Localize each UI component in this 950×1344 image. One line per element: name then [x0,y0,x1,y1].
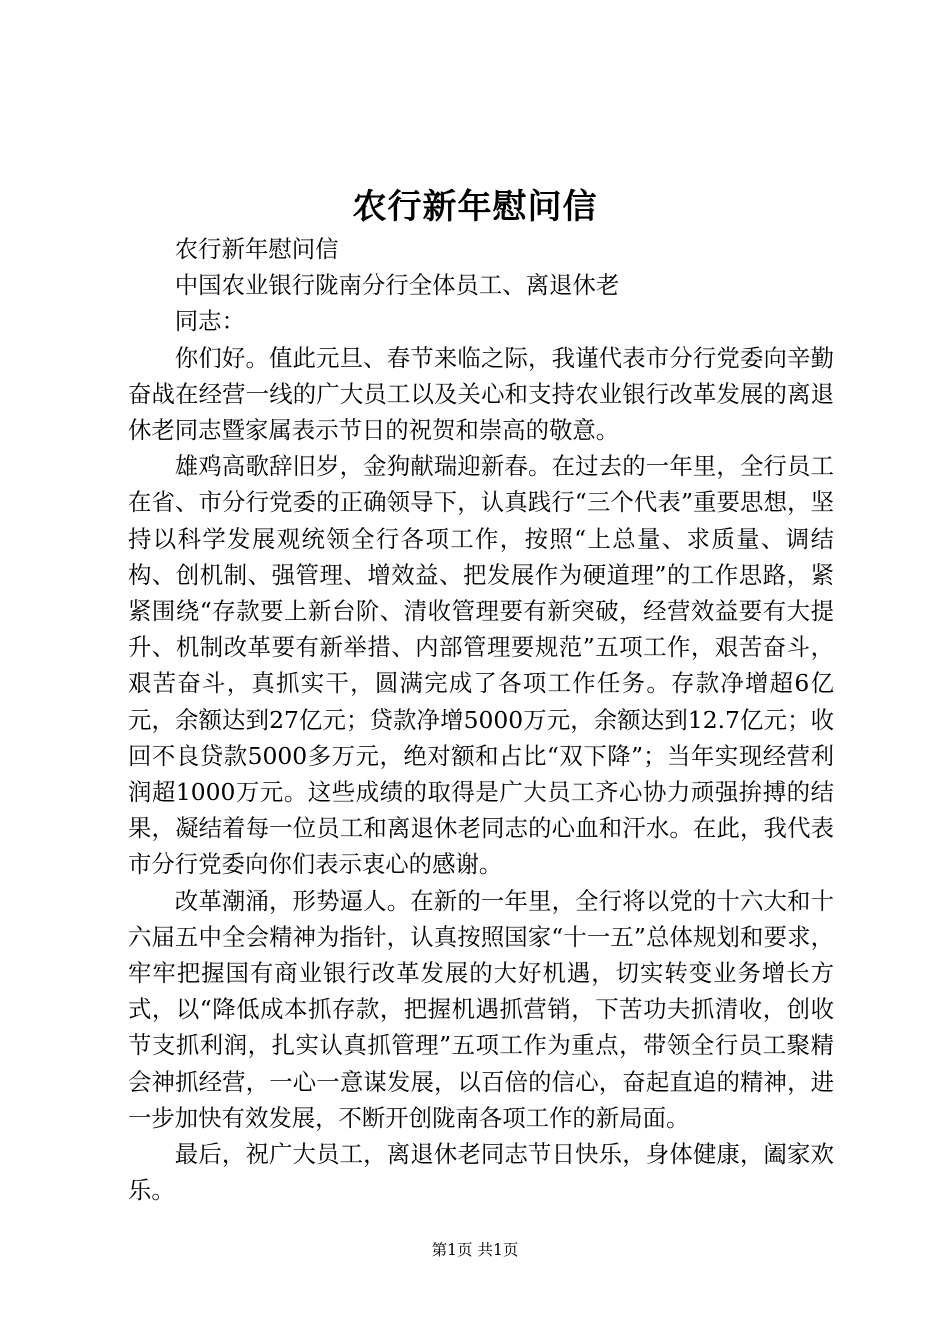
body-paragraph-salutation: 同志： [174,307,245,336]
body-paragraph-recipients: 中国农业银行陇南分行全体员工、离退休老 [174,271,620,300]
document-body [128,231,834,1208]
page-footer: 第1页 共1页 [431,1241,519,1259]
body-paragraph-closing: 最后，祝广大员工，离退休老同志节日快乐，身体健康，阖家欢乐。 [128,1140,834,1205]
body-paragraph-review: 雄鸡高歌辞旧岁，金狗献瑞迎新春。在过去的一年里，全行员工在省、市分行党委的正确领导下，认真践行“三个代表”重要思想，坚持以科学发展观统领全行各项工作，按照“上总量、求质量、调结构、创机制、强管理、增效益、把发展作为硬道理”的工作思路，紧紧围绕“存款要上新台阶、清收管理要有新突破，经营效益要有大提升、机制改革要有新举措、内部管理要规范”五项工作，艰苦奋斗，艰苦奋斗，真抓实干，圆满完成了各项工作任务。存款净增超6亿元，余额达到27亿元；贷款净增5000万元，余额达到12.7亿元；收回不良贷款5000多万元，绝对额和占比“双下降”；当年实现经营利润超1000万元。这些成绩的取得是广大员工齐心协力顽强拚搏的结果，凝结着每一位员工和离退休老同志的心血和汗水。在此，我代表市分行党委向你们表示衷心的感谢。 [128,452,834,879]
document-title: 农行新年慰问信 [352,187,598,227]
body-paragraph-greeting: 你们好。值此元旦、春节来临之际，我谨代表市分行党委向辛勤奋战在经营一线的广大员工以及关心和支持农业银行改革发展的离退休老同志暨家属表示节日的祝贺和崇高的敬意。 [128,343,834,445]
body-paragraph-heading: 农行新年慰问信 [174,235,339,263]
body-paragraph-outlook: 改革潮涌，形势逼人。在新的一年里，全行将以党的十六大和十六届五中全会精神为指针，认真按照国家“十一五”总体规划和要求，牢牢把握国有商业银行改革发展的大好机遇，切实转变业务增长方式，以“降低成本抓存款，把握机遇抓营销，下苦功夫抓清收，创收节支抓利润，扎实认真抓管理”五项工作为重点，带领全行员工聚精会神抓经营，一心一意谋发展，以百倍的信心，奋起直追的精神，进一步加快有效发展，不断开创陇南各项工作的新局面。 [128,886,834,1132]
